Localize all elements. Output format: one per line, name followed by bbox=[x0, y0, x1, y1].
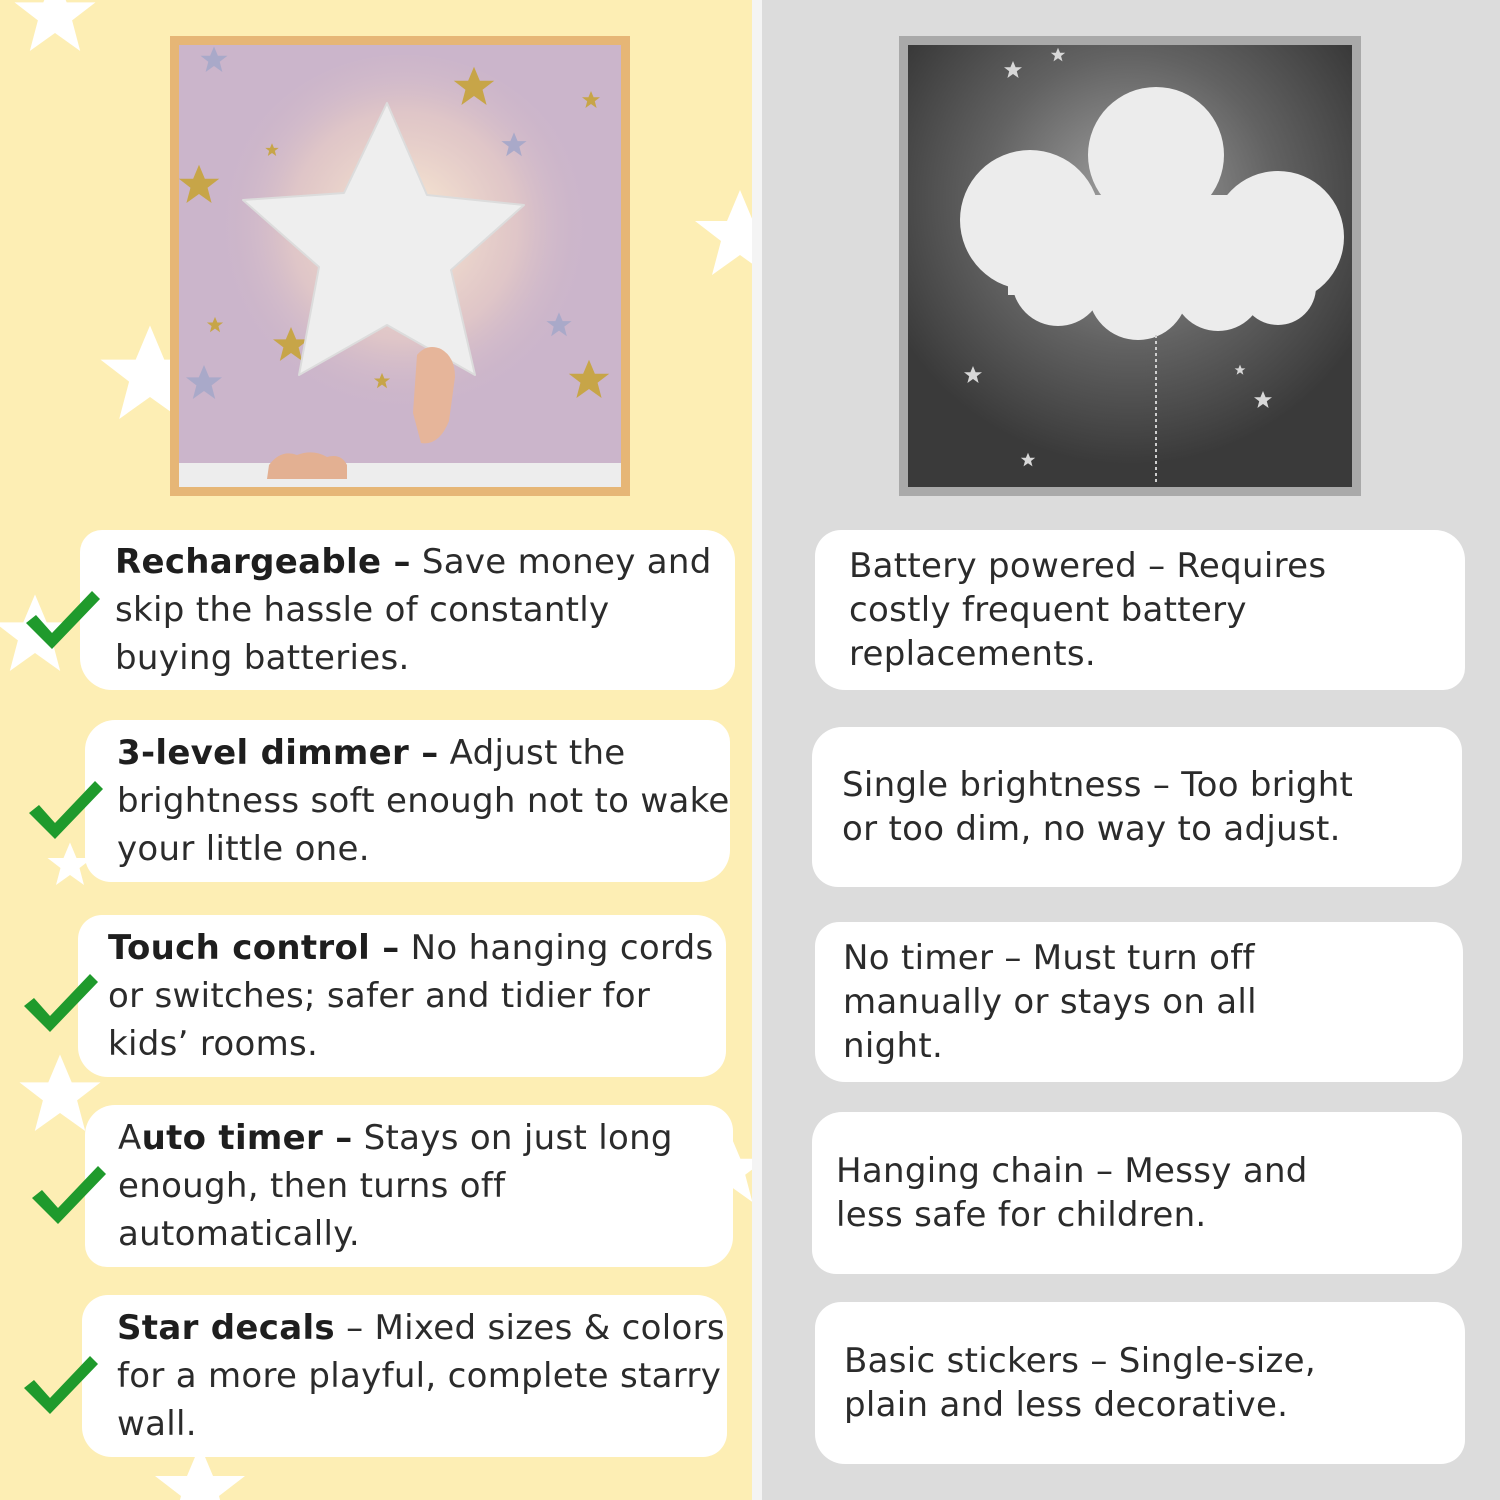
feature-title: Rechargeable – bbox=[115, 542, 411, 582]
feature-card-dimmer bbox=[85, 720, 730, 882]
drawback-text: Battery powered – Requires costly frequent battery replacements. bbox=[849, 546, 1327, 674]
feature-card-star-decals bbox=[82, 1295, 727, 1457]
drawback-card-battery bbox=[815, 530, 1465, 690]
feature-title: uto timer – bbox=[141, 1118, 353, 1158]
star-light-photo bbox=[170, 36, 630, 496]
checkmark-icon bbox=[25, 775, 105, 845]
checkmark-icon bbox=[22, 585, 102, 655]
feature-text: – Mixed sizes & colors for a more playful, complete starry wall. bbox=[117, 1308, 725, 1444]
feature-text: No hanging cords or switches; safer and tidier for kids’ rooms. bbox=[108, 928, 714, 1064]
bg-star-icon bbox=[690, 185, 752, 285]
feature-title: Star decals bbox=[117, 1308, 335, 1348]
drawback-text: No timer – Must turn off manually or stays on all night. bbox=[843, 938, 1257, 1066]
feature-card-auto-timer bbox=[85, 1105, 733, 1267]
cloud-light-image bbox=[908, 45, 1352, 487]
column-divider bbox=[752, 0, 762, 1500]
feature-title: 3-level dimmer – bbox=[117, 733, 439, 773]
drawback-card-timer bbox=[815, 922, 1463, 1082]
cloud-light-photo bbox=[899, 36, 1361, 496]
feature-text: Stays on just long enough, then turns off automatically. bbox=[118, 1118, 673, 1254]
drawback-card-chain bbox=[812, 1112, 1462, 1274]
star-light-image bbox=[179, 45, 621, 487]
feature-title: Touch control – bbox=[108, 928, 400, 968]
checkmark-icon bbox=[28, 1160, 108, 1230]
drawback-card-stickers bbox=[815, 1302, 1465, 1464]
drawback-text: Hanging chain – Messy and less safe for children. bbox=[836, 1151, 1308, 1235]
feature-text: Adjust the brightness soft enough not to wake your little one. bbox=[117, 733, 730, 869]
checkmark-icon bbox=[20, 968, 100, 1038]
feature-text: Save money and skip the hassle of constantly buying batteries. bbox=[115, 542, 712, 678]
drawback-card-brightness bbox=[812, 727, 1462, 887]
drawback-text: Basic stickers – Single-size, plain and less decorative. bbox=[844, 1341, 1316, 1425]
drawback-text: Single brightness – Too bright or too dim, no way to adjust. bbox=[842, 765, 1354, 849]
checkmark-icon bbox=[20, 1350, 100, 1420]
feature-title-prefix: A bbox=[118, 1118, 142, 1158]
feature-card-touch-control bbox=[78, 915, 726, 1077]
feature-card-rechargeable bbox=[80, 530, 735, 690]
bg-star-icon bbox=[10, 0, 100, 60]
